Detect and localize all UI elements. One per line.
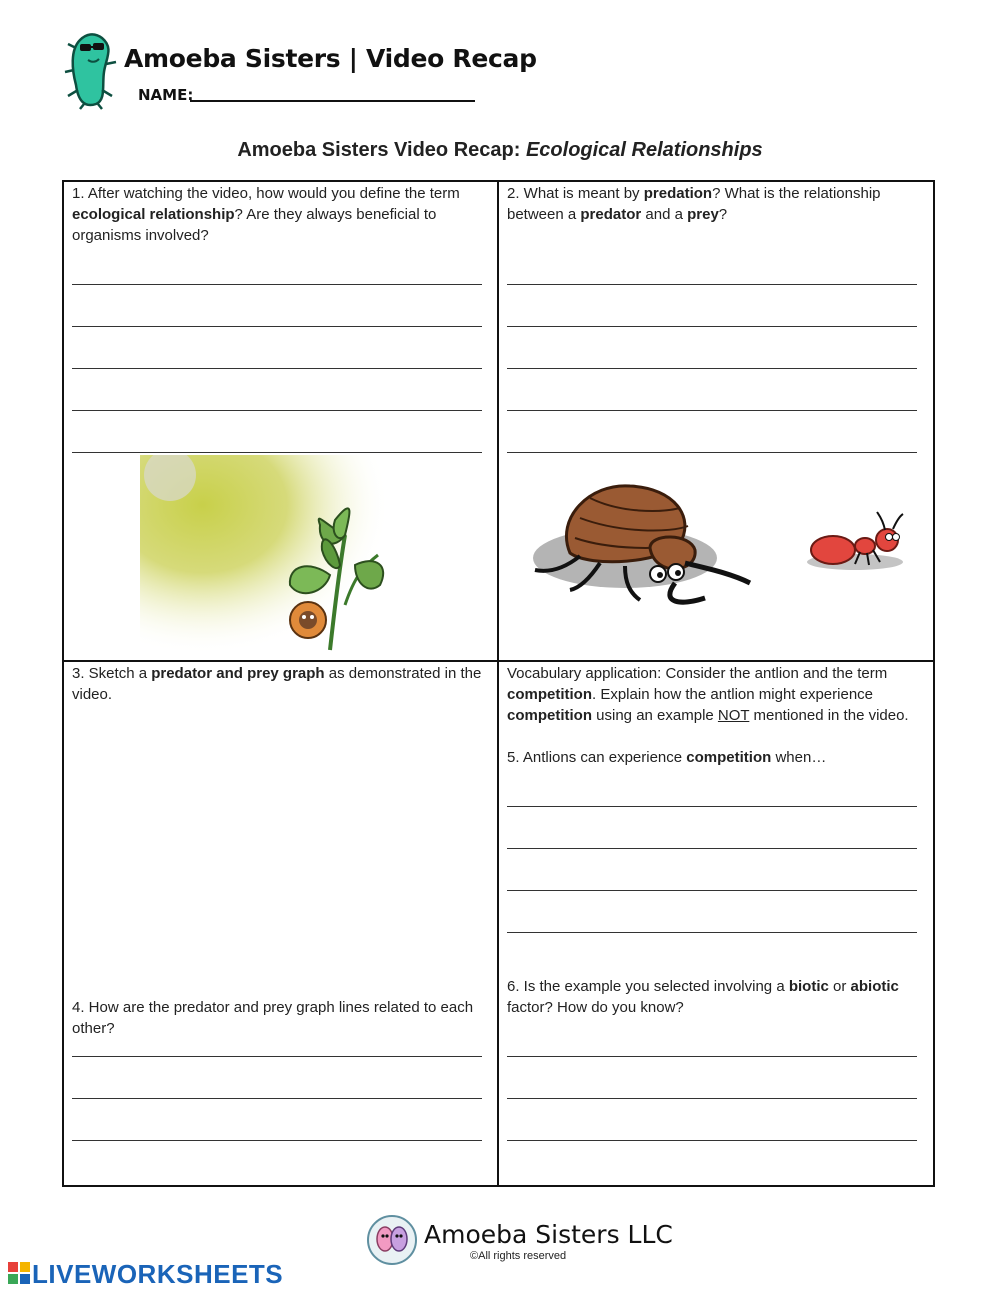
q3-bold-1: predator and prey graph — [151, 665, 325, 682]
q2-text-4: ? — [718, 206, 728, 223]
q2-text-3: and a — [641, 206, 688, 223]
q2-bold-2: predator — [580, 206, 642, 223]
q5-answer-line-2[interactable] — [507, 848, 917, 849]
q6-text-3: factor? How do you know? — [507, 999, 684, 1016]
q2-bold-3: prey — [687, 206, 719, 223]
q3-text-2: as demonstrated in the video. — [72, 665, 482, 703]
vocab-text-3: using an example — [592, 707, 718, 724]
liveworksheets-watermark: LIVEWORKSHEETS — [32, 1259, 284, 1289]
vocab-text-1: Vocabulary application: Consider the antlion and the term — [507, 665, 888, 682]
q2-bold-1: predation — [643, 185, 713, 202]
q1-answer-line-3[interactable] — [72, 368, 482, 369]
grid-divider-vertical — [497, 180, 499, 1187]
q4-answer-line-1[interactable] — [72, 1056, 482, 1057]
q2-answer-line-3[interactable] — [507, 368, 917, 369]
q2-text-1: 2. What is meant by — [507, 185, 644, 202]
q3-sketch-area[interactable] — [70, 710, 490, 990]
page-title-topic: Ecological Relationships — [525, 139, 763, 161]
q2-text-2: ? What is the relationship between a — [507, 185, 881, 223]
amoeba-mascot-icon — [62, 30, 124, 110]
amoeba-sisters-logo-icon — [366, 1214, 418, 1266]
q4-answer-line-3[interactable] — [72, 1140, 482, 1141]
q2-answer-line-4[interactable] — [507, 410, 917, 411]
question-2 — [507, 183, 922, 225]
q5-bold-1: competition — [686, 749, 772, 766]
q2-answer-line-1[interactable] — [507, 284, 917, 285]
q1-answer-line-1[interactable] — [72, 284, 482, 285]
q5-answer-line-1[interactable] — [507, 806, 917, 807]
q1-answer-line-5[interactable] — [72, 452, 482, 453]
question-4: 4. How are the predator and prey graph lines related to each other? — [72, 999, 474, 1037]
page-title — [0, 139, 1000, 162]
q6-text-2: or — [828, 978, 851, 995]
liveworksheets-logo-icon — [8, 1262, 30, 1284]
q1-bold-1: ecological relationship — [72, 206, 235, 223]
brand-title: Amoeba Sisters | Video Recap — [124, 44, 537, 73]
vocab-bold-1: competition — [507, 686, 592, 703]
q6-answer-line-2[interactable] — [507, 1098, 917, 1099]
question-6 — [507, 976, 922, 1018]
vocab-underline-1: NOT — [717, 707, 750, 724]
q1-text-1: 1. After watching the video, how would you define the term — [72, 185, 460, 202]
vocabulary-application — [507, 663, 927, 726]
q5-text-1: 5. Antlions can experience — [507, 749, 687, 766]
question-1 — [72, 183, 492, 246]
grid-divider-horizontal — [62, 660, 935, 662]
vocab-text-4: mentioned in the video. — [749, 707, 909, 724]
plant-sun-illustration — [140, 455, 390, 655]
page-title-main: Amoeba Sisters Video Recap: — [237, 139, 526, 161]
footer-rights-text: All rights reserved — [478, 1250, 567, 1262]
q4-answer-line-2[interactable] — [72, 1098, 482, 1099]
q5-answer-line-4[interactable] — [507, 932, 917, 933]
q6-bold-1: biotic — [788, 978, 829, 995]
ant-illustration — [805, 510, 910, 572]
question-5 — [507, 747, 922, 768]
q6-bold-2: abiotic — [850, 978, 899, 995]
antlion-illustration — [530, 478, 760, 608]
q5-answer-line-3[interactable] — [507, 890, 917, 891]
vocab-bold-2: competition — [507, 707, 592, 724]
q1-answer-line-2[interactable] — [72, 326, 482, 327]
question-3 — [72, 663, 487, 705]
q3-text-1: 3. Sketch a — [72, 665, 152, 682]
q6-text-1: 6. Is the example you selected involving a — [507, 978, 789, 995]
q1-answer-line-4[interactable] — [72, 410, 482, 411]
q5-text-2: when… — [771, 749, 827, 766]
copyright-icon: © — [470, 1250, 479, 1262]
footer-rights — [470, 1250, 566, 1262]
name-input-line[interactable] — [190, 100, 475, 102]
q6-answer-line-1[interactable] — [507, 1056, 917, 1057]
name-label: NAME: — [138, 86, 194, 104]
q6-answer-line-3[interactable] — [507, 1140, 917, 1141]
q2-answer-line-5[interactable] — [507, 452, 917, 453]
vocab-text-2: . Explain how the antlion might experience — [592, 686, 874, 703]
q2-answer-line-2[interactable] — [507, 326, 917, 327]
q1-text-2: ? Are they always beneficial to organisms involved? — [72, 206, 437, 244]
footer-brand: Amoeba Sisters LLC — [424, 1220, 673, 1249]
